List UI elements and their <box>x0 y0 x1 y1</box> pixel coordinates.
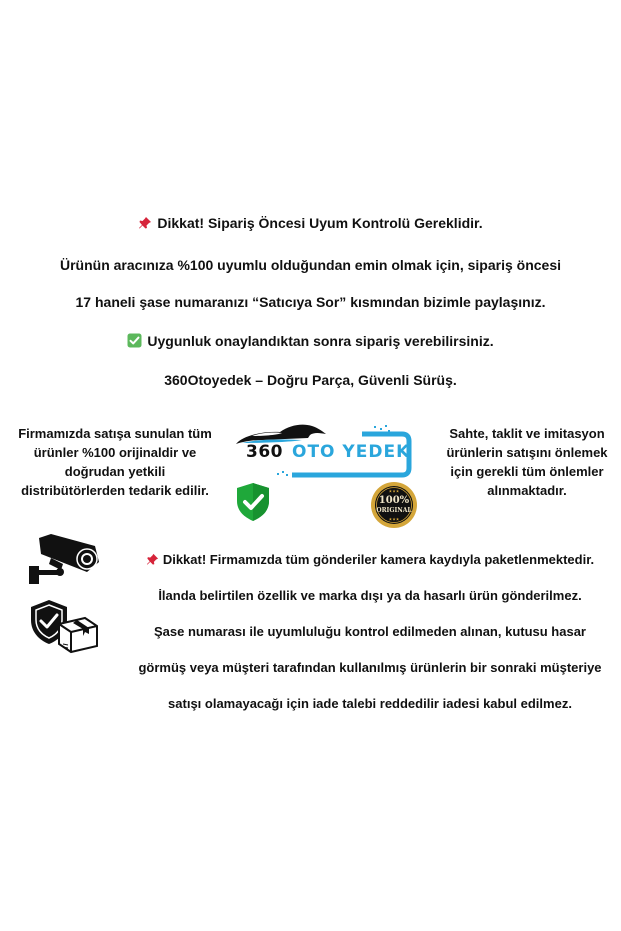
check-mark-button-icon <box>127 333 142 352</box>
anti-counterfeit-line: Sahte, taklit ve imitasyon <box>449 426 605 441</box>
notice-line-approval <box>0 332 621 352</box>
lower-notice-title-text: Dikkat! Firmamızda tüm gönderiler kamera kaydıyla paketlenmektedir. <box>162 552 595 567</box>
security-camera-icon <box>27 532 103 591</box>
logo-brand: OTO YEDEK <box>292 442 411 462</box>
pushpin-icon <box>146 553 159 571</box>
notice-title-text: Dikkat! Sipariş Öncesi Uyum Kontrolü Gereklidir. <box>157 215 483 231</box>
original-seal-icon <box>370 481 418 529</box>
lower-notice-line: görmüş veya müşteri tarafından kullanılmış ürünlerin bir sonraki müşteriye <box>138 660 602 675</box>
lower-notice-title <box>120 551 620 571</box>
originality-statement <box>0 424 230 500</box>
svg-text:★★★: ★★★ <box>388 516 400 522</box>
notice-approval-text: Uygunluk onaylandıktan sonra sipariş verebilirsiniz. <box>147 333 494 349</box>
brand-logo <box>232 422 414 480</box>
originality-line: distribütörlerden tedarik edilir. <box>21 483 209 498</box>
notice-line-chassis-number: 17 haneli şase numaranızı “Satıcıya Sor” kısmından bizimle paylaşınız. <box>75 294 546 310</box>
lower-notice-line: Şase numarası ile uyumluluğu kontrol edilmeden alınan, kutusu hasar <box>154 624 586 639</box>
notice-line-compatibility: Ürünün aracınıza %100 uyumlu olduğundan emin olmak için, sipariş öncesi <box>59 257 561 273</box>
svg-text:★★★: ★★★ <box>388 488 400 494</box>
green-shield-check-icon <box>236 482 270 527</box>
shield-package-icon <box>27 598 101 659</box>
seal-bottom-text: ORIGINAL <box>376 507 412 514</box>
lower-notice-line: İlanda belirtilen özellik ve marka dışı ya da hasarlı ürün gönderilmez. <box>158 588 582 603</box>
originality-line: doğrudan yetkili <box>64 464 166 479</box>
notice-title <box>0 214 621 234</box>
originality-line: Firmamızda satışa sunulan tüm <box>18 426 212 441</box>
notice-slogan: 360Otoyedek – Doğru Parça, Güvenli Sürüş. <box>164 372 457 388</box>
pushpin-icon <box>138 216 152 234</box>
anti-counterfeit-line: ürünlerin satışını önlemek <box>446 445 608 460</box>
logo-number: 360 <box>246 442 283 462</box>
anti-counterfeit-line: için gerekli tüm önlemler <box>450 464 604 479</box>
originality-line: ürünler %100 orijinaldir ve <box>33 445 197 460</box>
seal-top-text: 100% <box>378 495 410 506</box>
lower-notice-line: satışı olamayacağı için iade talebi reddedilir iadesi kabul edilmez. <box>168 696 572 711</box>
anti-counterfeit-line: alınmaktadır. <box>487 483 567 498</box>
anti-counterfeit-statement <box>432 424 621 500</box>
